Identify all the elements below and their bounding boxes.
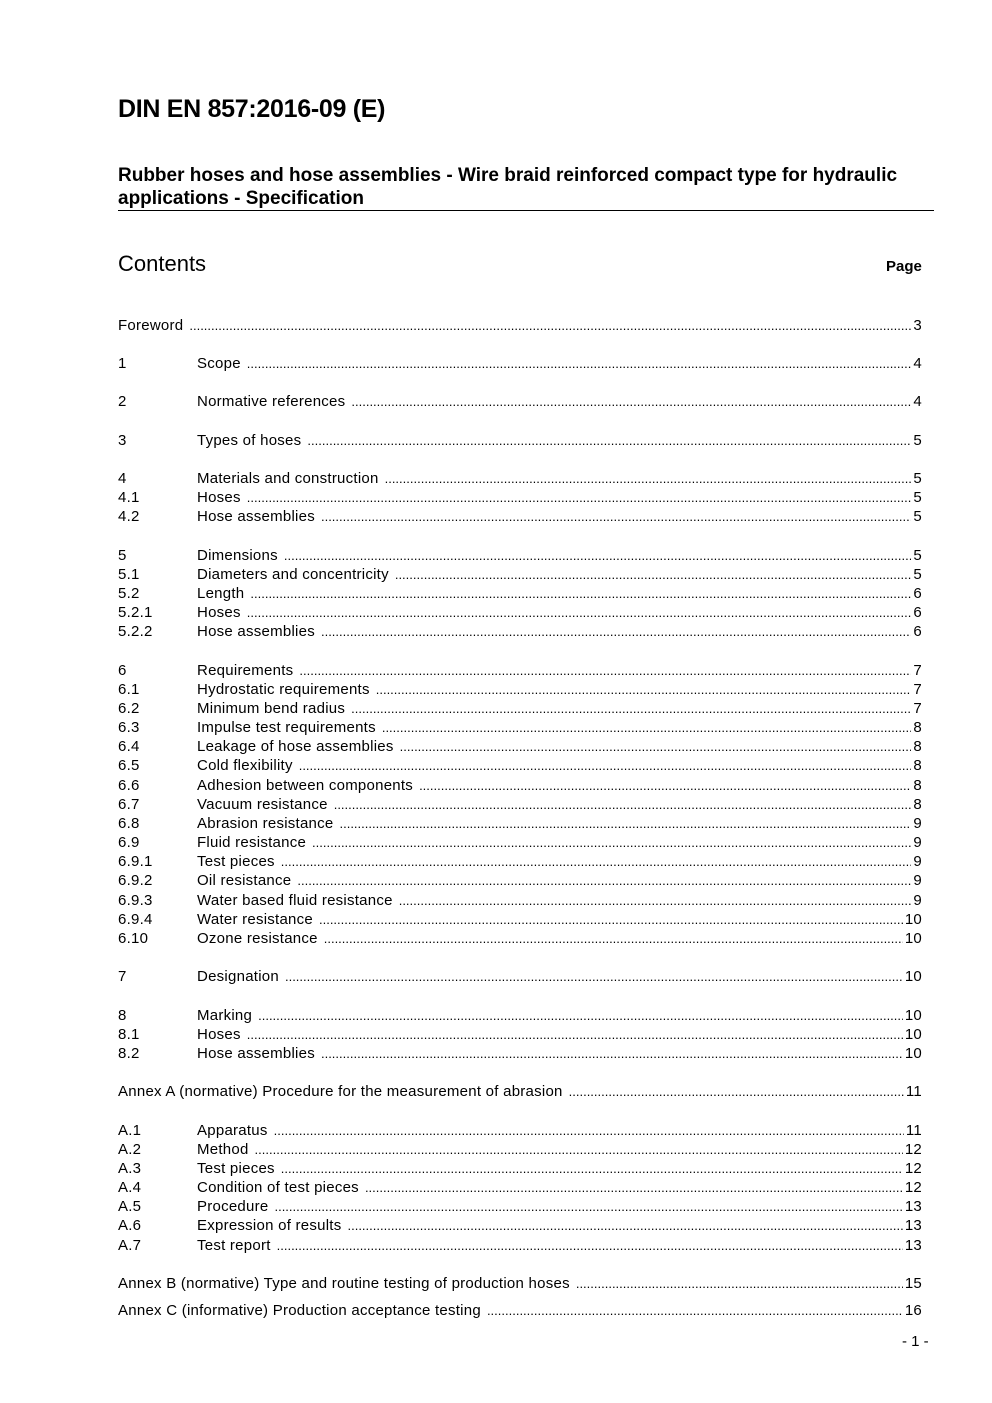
toc-entry-title: Procedure [197, 1198, 269, 1215]
toc-dot-leader [351, 699, 911, 718]
toc-entry-title: Test pieces [197, 1160, 275, 1177]
toc-entry-title: Leakage of hose assemblies [197, 738, 394, 755]
toc-entry[interactable] [118, 680, 922, 699]
toc-entry-title: Fluid resistance [197, 834, 307, 851]
toc-entry-page: 12 [904, 1179, 922, 1196]
toc-entry-number: 4.1 [118, 489, 140, 506]
toc-entry-title: Normative references [197, 393, 346, 410]
toc-entry[interactable] [118, 1301, 922, 1320]
toc-entry-number: 6.5 [118, 757, 140, 774]
toc-entry-title: Hoses [197, 489, 241, 506]
toc-entry-page: 8 [913, 777, 922, 794]
toc-entry[interactable] [118, 469, 922, 488]
toc-entry-number: 3 [118, 432, 127, 449]
toc-entry-number: 5 [118, 547, 127, 564]
toc-entry[interactable] [118, 1178, 922, 1197]
toc-dot-leader [347, 1216, 902, 1235]
toc-entry-page: 7 [913, 681, 922, 698]
toc-entry[interactable] [118, 718, 922, 737]
document-id: DIN EN 857:2016-09 (E) [118, 95, 386, 123]
toc-entry[interactable] [118, 699, 922, 718]
toc-entry-page: 12 [904, 1160, 922, 1177]
toc-entry-page: 16 [904, 1302, 922, 1319]
toc-entry[interactable] [118, 967, 922, 986]
toc-entry-title: Hydrostatic requirements [197, 681, 370, 698]
toc-dot-leader [258, 1006, 903, 1025]
toc-entry-number: 1 [118, 355, 127, 372]
toc-entry-number: 6.9 [118, 834, 140, 851]
toc-entry-page: 6 [913, 604, 922, 621]
toc-dot-leader [247, 488, 912, 507]
toc-entry[interactable] [118, 737, 922, 756]
toc-entry-number: 8 [118, 1007, 127, 1024]
toc-entry-page: 13 [904, 1217, 922, 1234]
toc-entry-page: 9 [913, 892, 922, 909]
toc-entry-number: 6.9.4 [118, 911, 153, 928]
toc-dot-leader [299, 661, 911, 680]
toc-entry-title: Abrasion resistance [197, 815, 334, 832]
toc-entry-title: Expression of results [197, 1217, 342, 1234]
toc-entry-number: 6.9.3 [118, 892, 153, 909]
toc-entry-title: Minimum bend radius [197, 700, 346, 717]
toc-entry-title: Hose assemblies [197, 623, 315, 640]
toc-entry-page: 7 [913, 700, 922, 717]
toc-entry-title: Method [197, 1141, 249, 1158]
toc-entry[interactable] [118, 1197, 922, 1216]
toc-entry-title: Water based fluid resistance [197, 892, 393, 909]
toc-entry-page: 8 [913, 757, 922, 774]
toc-dot-leader [399, 891, 912, 910]
toc-entry[interactable] [118, 814, 922, 833]
toc-entry-number: 8.1 [118, 1026, 140, 1043]
toc-entry-page: 10 [904, 1026, 922, 1043]
toc-entry-title: Types of hoses [197, 432, 302, 449]
toc-dot-leader [247, 354, 912, 373]
toc-entry-number: A.5 [118, 1198, 142, 1215]
toc-entry-number: A.1 [118, 1122, 142, 1139]
toc-dot-leader [487, 1301, 903, 1320]
toc-entry-number: 5.2 [118, 585, 140, 602]
toc-entry-title: Apparatus [197, 1122, 268, 1139]
toc-entry[interactable] [118, 1159, 922, 1178]
toc-entry-number: 7 [118, 968, 127, 985]
toc-entry[interactable] [118, 871, 922, 890]
toc-entry[interactable] [118, 603, 922, 622]
toc-entry-title: Water resistance [197, 911, 313, 928]
toc-entry-page: 13 [904, 1198, 922, 1215]
toc-entry-title: Requirements [197, 662, 294, 679]
toc-entry-page: 5 [913, 547, 922, 564]
toc-entry[interactable] [118, 1274, 922, 1293]
toc-entry-number: A.7 [118, 1237, 142, 1254]
toc-dot-leader [334, 795, 912, 814]
toc-entry[interactable] [118, 584, 922, 603]
toc-entry-number: 6 [118, 662, 127, 679]
toc-entry-title: Scope [197, 355, 241, 372]
toc-entry[interactable] [118, 795, 922, 814]
toc-entry-number: A.4 [118, 1179, 142, 1196]
toc-dot-leader [312, 833, 911, 852]
toc-entry-title: Marking [197, 1007, 253, 1024]
toc-entry-title: Hose assemblies [197, 508, 315, 525]
toc-dot-leader [247, 603, 912, 622]
toc-dot-leader [395, 565, 912, 584]
toc-entry-page: 10 [904, 968, 922, 985]
toc-entry[interactable] [118, 833, 922, 852]
toc-entry[interactable] [118, 622, 922, 641]
toc-entry-page: 10 [904, 930, 922, 947]
toc-entry-number: 6.8 [118, 815, 140, 832]
toc-entry-page: 4 [913, 393, 922, 410]
toc-dot-leader [351, 392, 911, 411]
toc-dot-leader [376, 680, 912, 699]
toc-dot-leader [382, 718, 912, 737]
toc-entry-page: 10 [904, 1045, 922, 1062]
toc-entry-number: 5.1 [118, 566, 140, 583]
toc-dot-leader [274, 1121, 904, 1140]
page-column-label: Page [886, 258, 922, 275]
toc-dot-leader [339, 814, 911, 833]
toc-entry-number: 6.3 [118, 719, 140, 736]
toc-entry-number: 6.10 [118, 930, 149, 947]
toc-entry[interactable] [118, 891, 922, 910]
toc-entry-title: Test pieces [197, 853, 275, 870]
toc-entry-page: 12 [904, 1141, 922, 1158]
footer-page-number: - 1 - [902, 1333, 929, 1350]
toc-entry-title: Cold flexibility [197, 757, 293, 774]
toc-dot-leader [319, 910, 903, 929]
toc-entry[interactable] [118, 929, 922, 948]
toc-dot-leader [569, 1082, 904, 1101]
toc-entry-number: 6.7 [118, 796, 140, 813]
toc-entry-page: 13 [904, 1237, 922, 1254]
toc-dot-leader [400, 737, 912, 756]
toc-entry[interactable] [118, 1140, 922, 1159]
toc-entry-number: 6.4 [118, 738, 140, 755]
toc-entry-title: Materials and construction [197, 470, 379, 487]
toc-entry-page: 5 [913, 566, 922, 583]
toc-entry-title: Oil resistance [197, 872, 292, 889]
toc-entry[interactable] [118, 1082, 922, 1101]
toc-entry[interactable] [118, 565, 922, 584]
toc-entry-page: 10 [904, 911, 922, 928]
toc-entry-page: 8 [913, 796, 922, 813]
toc-entry-title: Hoses [197, 1026, 241, 1043]
toc-entry-page: 10 [904, 1007, 922, 1024]
toc-dot-leader [277, 1236, 903, 1255]
toc-entry-page: 5 [913, 470, 922, 487]
toc-entry[interactable] [118, 1025, 922, 1044]
toc-dot-leader [321, 1044, 903, 1063]
toc-entry-page: 9 [913, 834, 922, 851]
toc-entry-title: Vacuum resistance [197, 796, 328, 813]
toc-entry-number: 4 [118, 470, 127, 487]
toc-dot-leader [250, 584, 911, 603]
toc-entry-page: 15 [904, 1275, 922, 1292]
toc-entry-number: A.6 [118, 1217, 142, 1234]
toc-entry-page: 6 [913, 585, 922, 602]
toc-dot-leader [297, 871, 911, 890]
toc-dot-leader [419, 776, 911, 795]
toc-entry[interactable] [118, 1044, 922, 1063]
toc-entry-page: 11 [905, 1122, 922, 1139]
toc-entry[interactable] [118, 431, 922, 450]
toc-entry-page: 7 [913, 662, 922, 679]
toc-dot-leader [365, 1178, 903, 1197]
toc-entry[interactable] [118, 488, 922, 507]
toc-entry-title: Annex C (informative) Production acceptance testing [118, 1302, 481, 1319]
toc-entry[interactable] [118, 1236, 922, 1255]
toc-entry-number: 8.2 [118, 1045, 140, 1062]
toc-entry-title: Designation [197, 968, 279, 985]
toc-entry-page: 9 [913, 872, 922, 889]
toc-dot-leader [307, 431, 911, 450]
toc-entry[interactable] [118, 507, 922, 526]
toc-entry-number: 6.9.2 [118, 872, 153, 889]
toc-entry-page: 4 [913, 355, 922, 372]
toc-dot-leader [321, 622, 911, 641]
contents-heading: Contents [118, 251, 207, 276]
toc-entry-number: A.2 [118, 1141, 142, 1158]
toc-entry-number: 6.6 [118, 777, 140, 794]
toc-dot-leader [299, 756, 912, 775]
toc-entry[interactable] [118, 1121, 922, 1140]
toc-entry-number: 5.2.2 [118, 623, 153, 640]
toc-entry[interactable] [118, 354, 922, 373]
toc-dot-leader [576, 1274, 903, 1293]
toc-dot-leader [385, 469, 912, 488]
toc-entry-page: 8 [913, 719, 922, 736]
toc-entry-page: 9 [913, 815, 922, 832]
toc-entry-number: 6.2 [118, 700, 140, 717]
toc-dot-leader [284, 546, 912, 565]
toc-entry-page: 6 [913, 623, 922, 640]
toc-entry-number: 4.2 [118, 508, 140, 525]
toc-entry-title: Condition of test pieces [197, 1179, 359, 1196]
toc-entry-number: 6.1 [118, 681, 140, 698]
toc-dot-leader [321, 507, 911, 526]
title-divider [118, 210, 934, 211]
toc-entry-number: 5.2.1 [118, 604, 153, 621]
toc-entry-title: Impulse test requirements [197, 719, 376, 736]
toc-entry-title: Adhesion between components [197, 777, 414, 794]
toc-entry[interactable] [118, 852, 922, 871]
toc-dot-leader [274, 1197, 902, 1216]
toc-dot-leader [324, 929, 903, 948]
toc-entry-title: Annex A (normative) Procedure for the measurement of abrasion [118, 1083, 563, 1100]
toc-entry-title: Ozone resistance [197, 930, 318, 947]
toc-entry-page: 8 [913, 738, 922, 755]
toc-entry-title: Foreword [118, 317, 184, 334]
toc-dot-leader [247, 1025, 903, 1044]
toc-dot-leader [255, 1140, 903, 1159]
toc-entry[interactable] [118, 316, 922, 335]
toc-entry-page: 3 [913, 317, 922, 334]
toc-entry-title: Hoses [197, 604, 241, 621]
toc-entry-page: 11 [905, 1083, 922, 1100]
toc-entry-number: A.3 [118, 1160, 142, 1177]
toc-entry-page: 5 [913, 489, 922, 506]
toc-dot-leader [285, 967, 903, 986]
toc-entry-page: 9 [913, 853, 922, 870]
toc-entry[interactable] [118, 910, 922, 929]
toc-entry-title: Annex B (normative) Type and routine testing of production hoses [118, 1275, 570, 1292]
toc-entry-title: Hose assemblies [197, 1045, 315, 1062]
toc-entry-title: Dimensions [197, 547, 278, 564]
toc-entry[interactable] [118, 1006, 922, 1025]
toc-entry-title: Diameters and concentricity [197, 566, 389, 583]
toc-dot-leader [281, 1159, 903, 1178]
toc-entry[interactable] [118, 1216, 922, 1235]
toc-entry-page: 5 [913, 508, 922, 525]
toc-entry[interactable] [118, 546, 922, 565]
document-title: Rubber hoses and hose assemblies - Wire braid reinforced compact type for hydraulic applications - Specification [118, 165, 898, 209]
toc-entry-page: 5 [913, 432, 922, 449]
toc-entry-number: 6.9.1 [118, 853, 153, 870]
toc-entry[interactable] [118, 756, 922, 775]
toc-dot-leader [281, 852, 912, 871]
toc-entry[interactable] [118, 392, 922, 411]
toc-entry-title: Length [197, 585, 245, 602]
toc-entry[interactable] [118, 661, 922, 680]
toc-entry-title: Test report [197, 1237, 271, 1254]
toc-entry[interactable] [118, 776, 922, 795]
toc-dot-leader [189, 316, 911, 335]
toc-entry-number: 2 [118, 393, 127, 410]
